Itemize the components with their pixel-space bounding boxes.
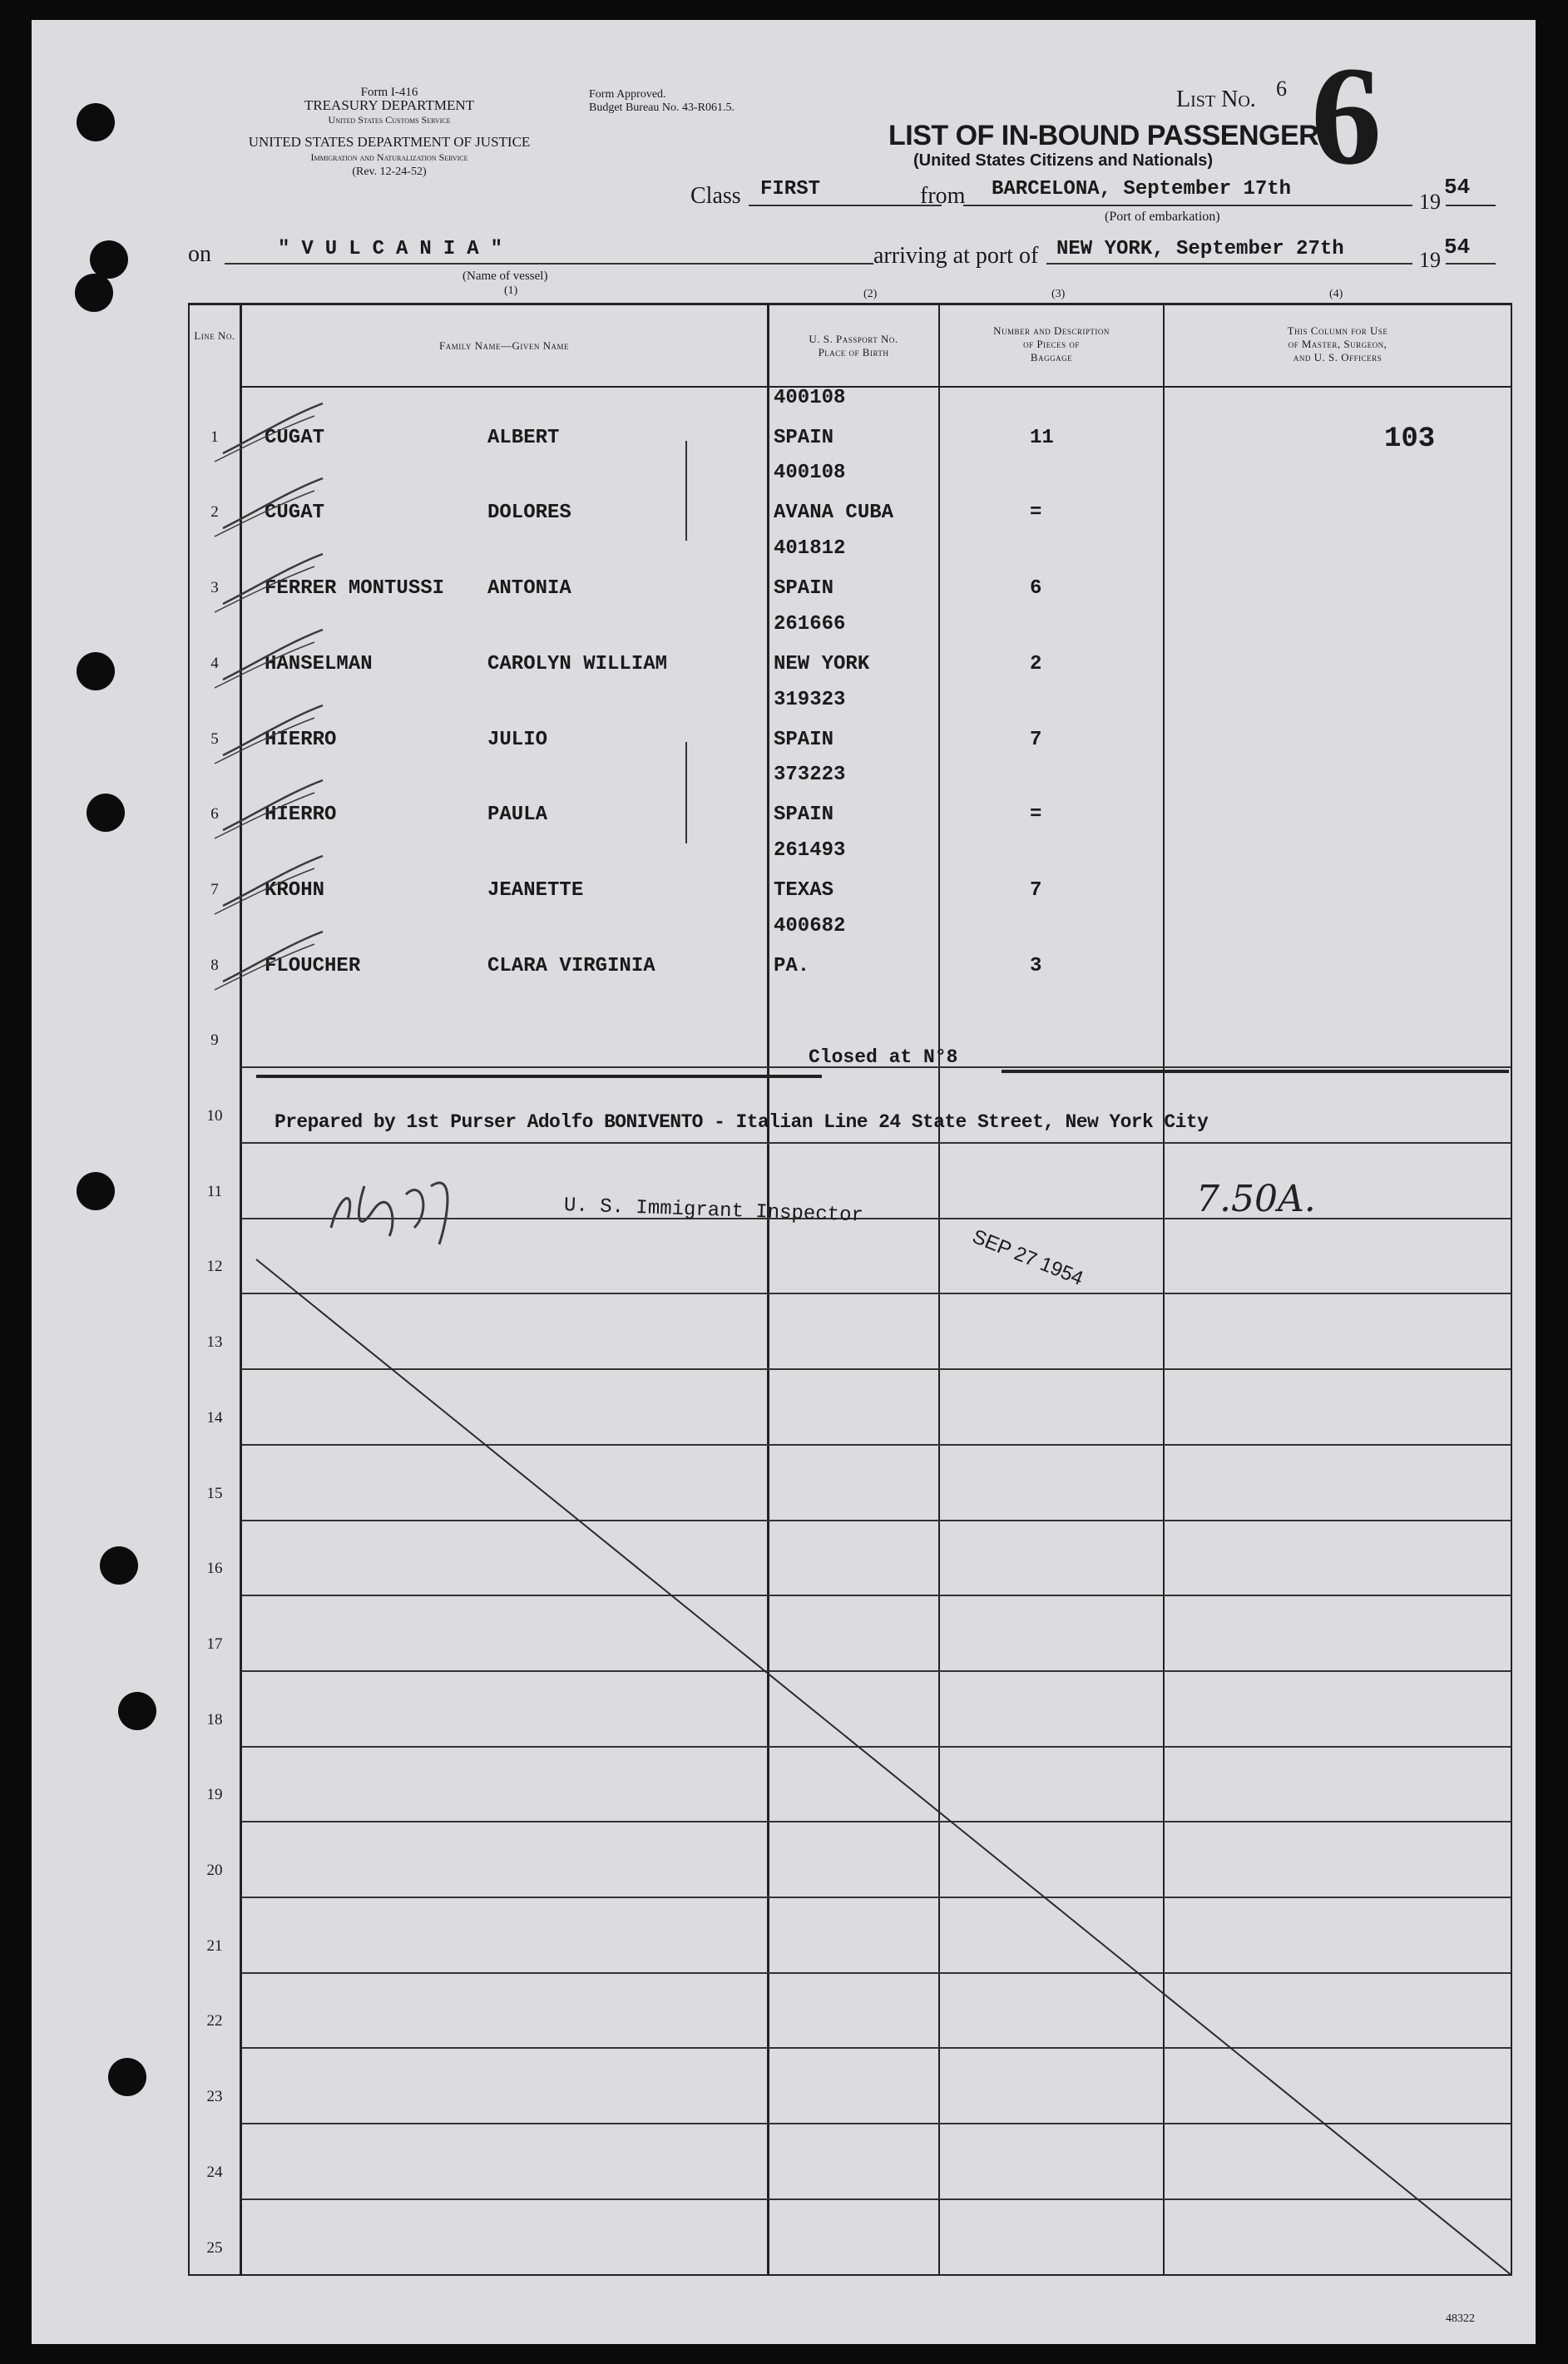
col1-number: (1) [504, 284, 518, 297]
header-baggage-3: Baggage [1030, 351, 1073, 364]
table-top-border [188, 303, 1512, 305]
passport-number: 400108 [774, 387, 846, 409]
class-underline [749, 205, 942, 206]
from-underline [963, 205, 1412, 206]
punch-hole [118, 1692, 156, 1730]
list-no-small: 6 [1276, 77, 1287, 101]
punch-hole [87, 794, 125, 832]
passport-number: 400682 [774, 915, 846, 937]
header-line-no: Line No. [194, 329, 235, 342]
punch-hole [77, 103, 115, 141]
embarkation-value: BARCELONA, September 17th [992, 178, 1292, 200]
passenger-given-name: JULIO [487, 729, 548, 751]
passenger-given-name: ALBERT [487, 427, 560, 449]
budget-bureau: Budget Bureau No. 43-R061.5. [589, 101, 735, 114]
line-number: 2 [210, 503, 219, 521]
line-number: 17 [206, 1635, 223, 1653]
passenger-given-name: CAROLYN WILLIAM [487, 653, 668, 675]
line-number: 18 [206, 1711, 223, 1728]
passenger-given-name: ANTONIA [487, 577, 571, 600]
line-number: 3 [210, 579, 219, 596]
officer-note: 103 [1384, 423, 1436, 455]
punch-hole [77, 652, 115, 690]
customs-label: United States Customs Service [328, 114, 451, 126]
passport-number: 400108 [774, 462, 846, 484]
closed-text: Closed at N°8 [809, 1046, 958, 1068]
passenger-family-name: FERRER MONTUSSI [265, 577, 445, 600]
baggage-count: 3 [1030, 955, 1042, 977]
line-number: 8 [210, 957, 219, 974]
check-mark [206, 772, 339, 847]
passenger-given-name: JEANETTE [487, 879, 584, 902]
baggage-count: 7 [1030, 729, 1042, 751]
arrival-value: NEW YORK, September 27th [1056, 238, 1344, 260]
year-value-1: 54 [1444, 175, 1471, 200]
prepared-by: Prepared by 1st Purser Adolfo BONIVENTO - Italian Line 24 State Street, New York City [275, 1111, 1209, 1133]
revision-label: (Rev. 12-24-52) [352, 166, 427, 178]
place-of-birth: SPAIN [774, 804, 834, 826]
baggage-count: 7 [1030, 879, 1042, 902]
header-name: Family Name—Given Name [439, 339, 569, 352]
place-of-birth: TEXAS [774, 879, 834, 902]
check-mark [206, 621, 339, 696]
line-number: 23 [206, 2088, 223, 2105]
passenger-family-name: KROHN [265, 879, 325, 902]
punch-hole [108, 2058, 146, 2096]
date-stamp: SEP 27 1954 [969, 1225, 1086, 1290]
line-number: 16 [206, 1560, 223, 1577]
col3-number: (3) [1051, 288, 1066, 300]
form-number: Form I-416 [360, 86, 418, 99]
arrival-underline [1046, 263, 1412, 265]
line-number: 13 [206, 1333, 223, 1351]
line-number: 11 [206, 1183, 223, 1200]
check-mark [206, 395, 339, 470]
year-underline-2 [1446, 263, 1496, 265]
place-of-birth: SPAIN [774, 427, 834, 449]
vessel-underline [225, 263, 873, 265]
header-bottom-border [240, 386, 1512, 388]
page-title: LIST OF IN-BOUND PASSENGERS [888, 120, 1338, 151]
passport-number: 319323 [774, 689, 846, 711]
line-number: 1 [210, 428, 219, 446]
vessel-name: "VULCANIA" [278, 238, 515, 260]
class-label: Class [690, 183, 741, 209]
header-passport-1: U. S. Passport No. [809, 333, 898, 345]
passenger-family-name: CUGAT [265, 502, 325, 524]
place-of-birth: PA. [774, 955, 810, 977]
passenger-given-name: PAULA [487, 804, 548, 826]
line-number: 4 [210, 655, 219, 672]
place-of-birth: AVANA CUBA [774, 502, 894, 524]
header-officers-3: and U. S. Officers [1293, 351, 1383, 364]
handwritten-time: 7.50A. [1196, 1178, 1316, 1220]
check-mark [206, 546, 339, 621]
manifest-page [32, 20, 1536, 2344]
list-no-big: 6 [1311, 37, 1382, 194]
header-passport-2: Place of Birth [818, 346, 889, 359]
header-baggage-1: Number and Description [993, 324, 1110, 337]
place-of-birth: NEW YORK [774, 653, 870, 675]
line-number: 19 [206, 1786, 223, 1803]
baggage-count: 11 [1030, 427, 1054, 449]
line-number: 24 [206, 2164, 223, 2181]
passenger-family-name: CUGAT [265, 427, 325, 449]
baggage-count: = [1030, 804, 1042, 826]
check-mark [206, 697, 339, 772]
cancel-diagonal [240, 1234, 1512, 2276]
treasury-label: TREASURY DEPARTMENT [304, 97, 475, 113]
line-number: 22 [206, 2012, 223, 2030]
line-number: 5 [210, 730, 219, 748]
passenger-family-name: HIERRO [265, 729, 337, 751]
inspector-label: U. S. Immigrant Inspector [563, 1194, 864, 1228]
passport-number: 261666 [774, 613, 846, 636]
year-prefix-1: 19 [1419, 190, 1441, 214]
year-prefix-2: 19 [1419, 248, 1441, 272]
punch-hole [100, 1546, 138, 1585]
punch-hole [75, 274, 113, 312]
row-rule [241, 1142, 1511, 1144]
passport-number: 373223 [774, 764, 846, 786]
embarkation-caption: (Port of embarkation) [1105, 210, 1220, 224]
check-mark [206, 848, 339, 922]
punch-hole [77, 1172, 115, 1210]
footer-code: 48322 [1446, 2312, 1475, 2325]
baggage-count: = [1030, 502, 1042, 524]
place-of-birth: SPAIN [774, 729, 834, 751]
form-approved: Form Approved. [589, 88, 666, 101]
header-baggage-2: of Pieces of [1023, 338, 1080, 350]
class-value: FIRST [760, 178, 821, 200]
line-number: 25 [206, 2239, 223, 2257]
line-number: 6 [210, 805, 219, 823]
passport-number: 401812 [774, 537, 846, 560]
baggage-count: 6 [1030, 577, 1042, 600]
closed-line-right [1002, 1070, 1509, 1073]
line-number: 10 [206, 1107, 223, 1125]
year-value-2: 54 [1444, 235, 1471, 260]
line-number: 15 [206, 1485, 223, 1502]
line-col-border [188, 303, 190, 2276]
page-subtitle: (United States Citizens and Nationals) [913, 151, 1214, 170]
vessel-caption: (Name of vessel) [462, 270, 548, 283]
passenger-family-name: HIERRO [265, 804, 337, 826]
check-mark [206, 923, 339, 998]
line-number: 12 [206, 1258, 223, 1275]
line-number: 14 [206, 1409, 223, 1427]
header-officers-2: of Master, Surgeon, [1288, 338, 1387, 350]
list-no-label: List No. [1176, 87, 1256, 112]
header-officers-1: This Column for Use [1287, 324, 1388, 337]
passport-number: 261493 [774, 839, 846, 862]
place-of-birth: SPAIN [774, 577, 834, 600]
passenger-given-name: DOLORES [487, 502, 571, 524]
family-bracket [685, 441, 687, 541]
line-number: 20 [206, 1862, 223, 1879]
justice-label: UNITED STATES DEPARTMENT OF JUSTICE [248, 134, 531, 150]
passenger-given-name: CLARA VIRGINIA [487, 955, 655, 977]
passenger-family-name: FLOUCHER [265, 955, 361, 977]
col2-number: (2) [863, 288, 878, 300]
year-underline-1 [1446, 205, 1496, 206]
baggage-count: 2 [1030, 653, 1042, 675]
line-number: 7 [210, 881, 219, 898]
on-label: on [188, 241, 211, 267]
arriving-label: arriving at port of [873, 243, 1039, 269]
check-mark [206, 470, 339, 545]
from-label: from [920, 183, 966, 209]
col4-number: (4) [1329, 288, 1343, 300]
ins-label: Immigration and Naturalization Service [310, 151, 468, 163]
line-number: 21 [206, 1937, 223, 1955]
family-bracket [685, 742, 687, 843]
line-number: 9 [210, 1031, 219, 1049]
passenger-family-name: HANSELMAN [265, 653, 373, 675]
closed-line-left [256, 1075, 822, 1078]
